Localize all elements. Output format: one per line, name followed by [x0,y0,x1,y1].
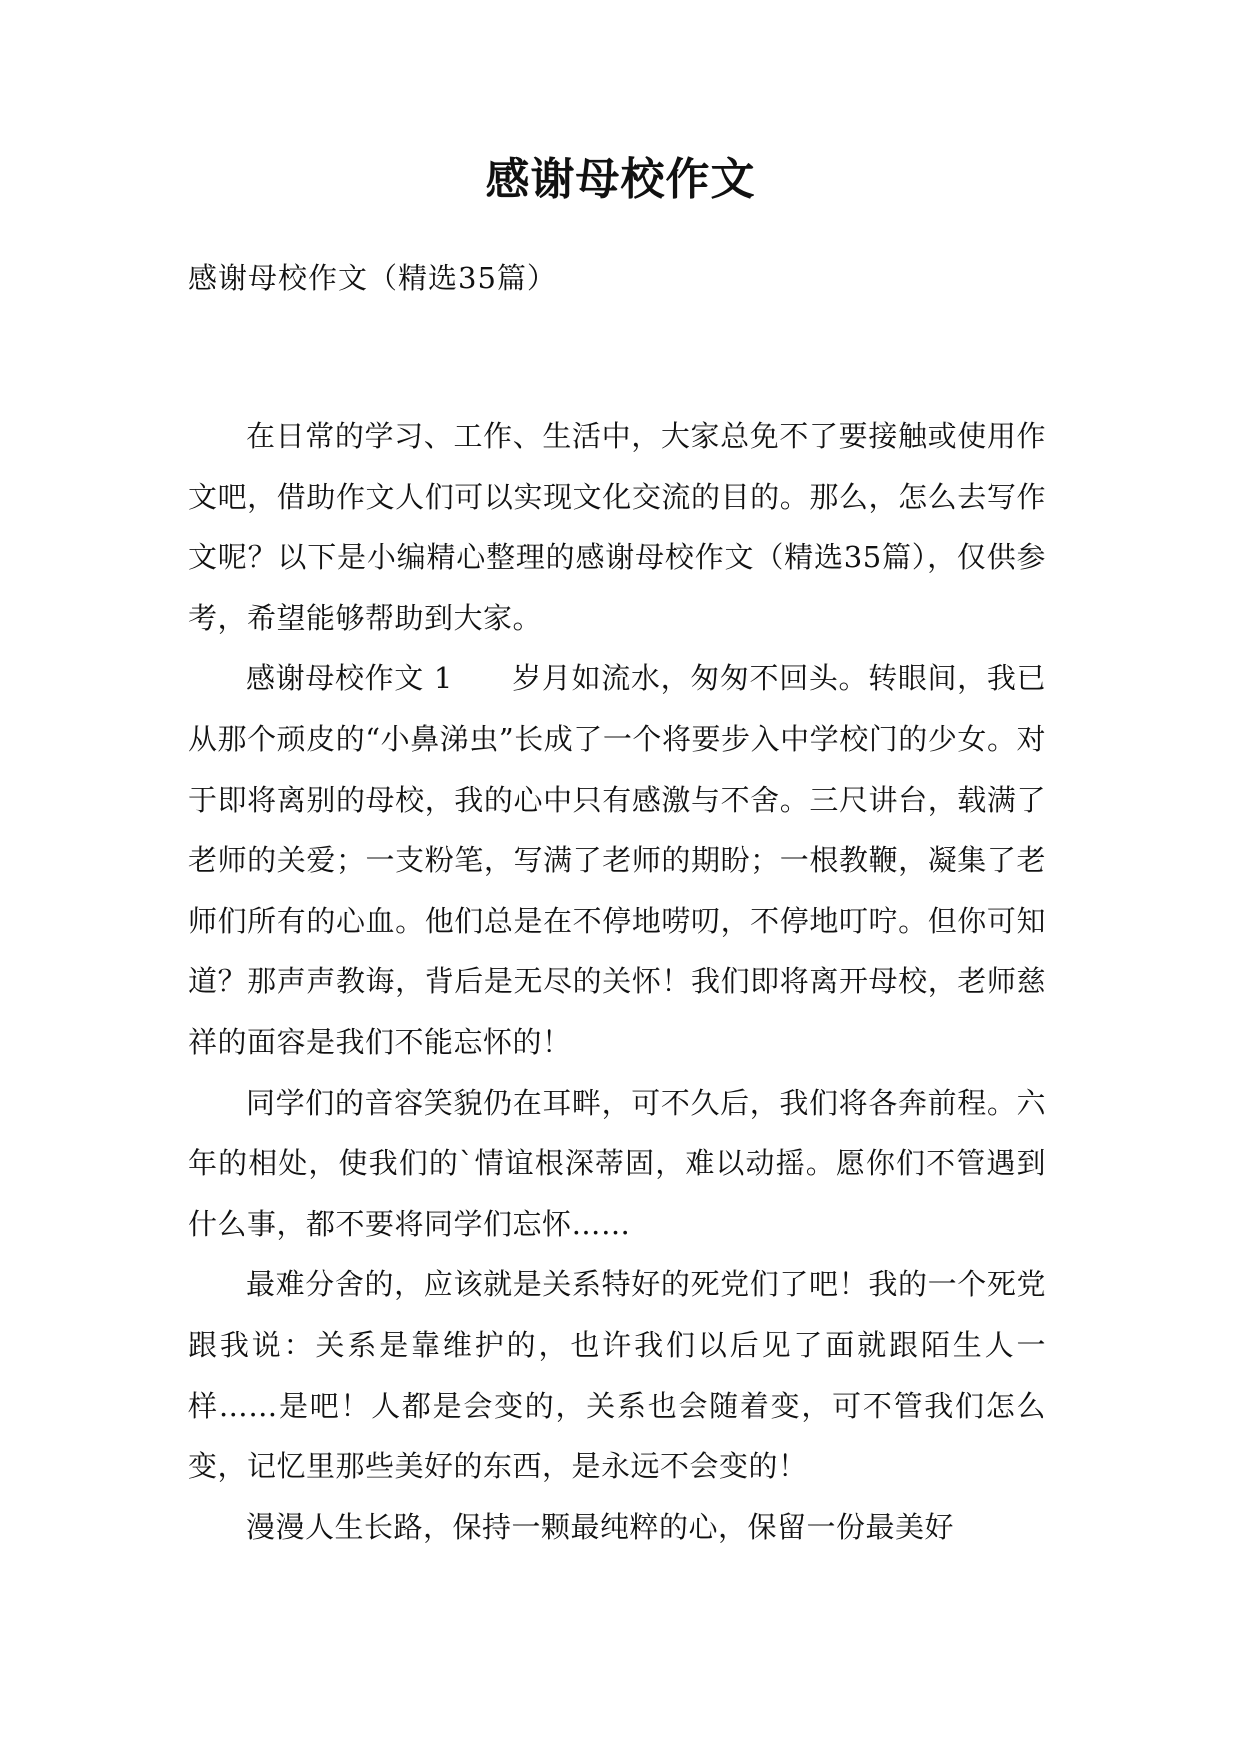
paragraph-essay-1: 感谢母校作文 1 岁月如流水，匆匆不回头。转眼间，我已从那个顽皮的“小鼻涕虫”长成了一个将要步入中学校门的少女。对于即将离别的母校，我的心中只有感激与不舍。三尺讲台，载满了老师的关爱；一支粉笔，写满了老师的期盼；一根教鞭，凝集了老师们所有的心血。他们总是在不停地唠叨，不停地叮咛。但你可知道？那声声教诲，背后是无尽的关怀！我们即将离开母校，老师慈祥的面容是我们不能忘怀的！ [188,661,1046,1059]
paragraph-life-road: 漫漫人生长路，保持一颗最纯粹的心，保留一份最美好 [246,1509,955,1544]
document-subtitle: 感谢母校作文（精选35篇） [188,261,557,295]
paragraph-friends: 最难分舍的，应该就是关系特好的死党们了吧！我的一个死党跟我说：关系是靠维护的，也许我们以后见了面就跟陌生人一样……是吧！人都是会变的，关系也会随着变，可不管我们怎么变，记忆里那些美好的东西，是永远不会变的！ [188,1267,1046,1484]
paragraph-intro: 在日常的学习、工作、生活中，大家总免不了要接触或使用作文吧，借助作文人们可以实现文化交流的目的。那么，怎么去写作文呢？以下是小编精心整理的感谢母校作文（精选35篇），仅供参考，希望能够帮助到大家。 [188,419,1046,635]
paragraph-classmates: 同学们的音容笑貌仍在耳畔，可不久后，我们将各奔前程。六年的相处，使我们的`情谊根深蒂固，难以动摇。愿你们不管遇到什么事，都不要将同学们忘怀…… [188,1085,1046,1241]
document-body [188,406,1046,1557]
document-title: 感谢母校作文 [485,154,756,205]
